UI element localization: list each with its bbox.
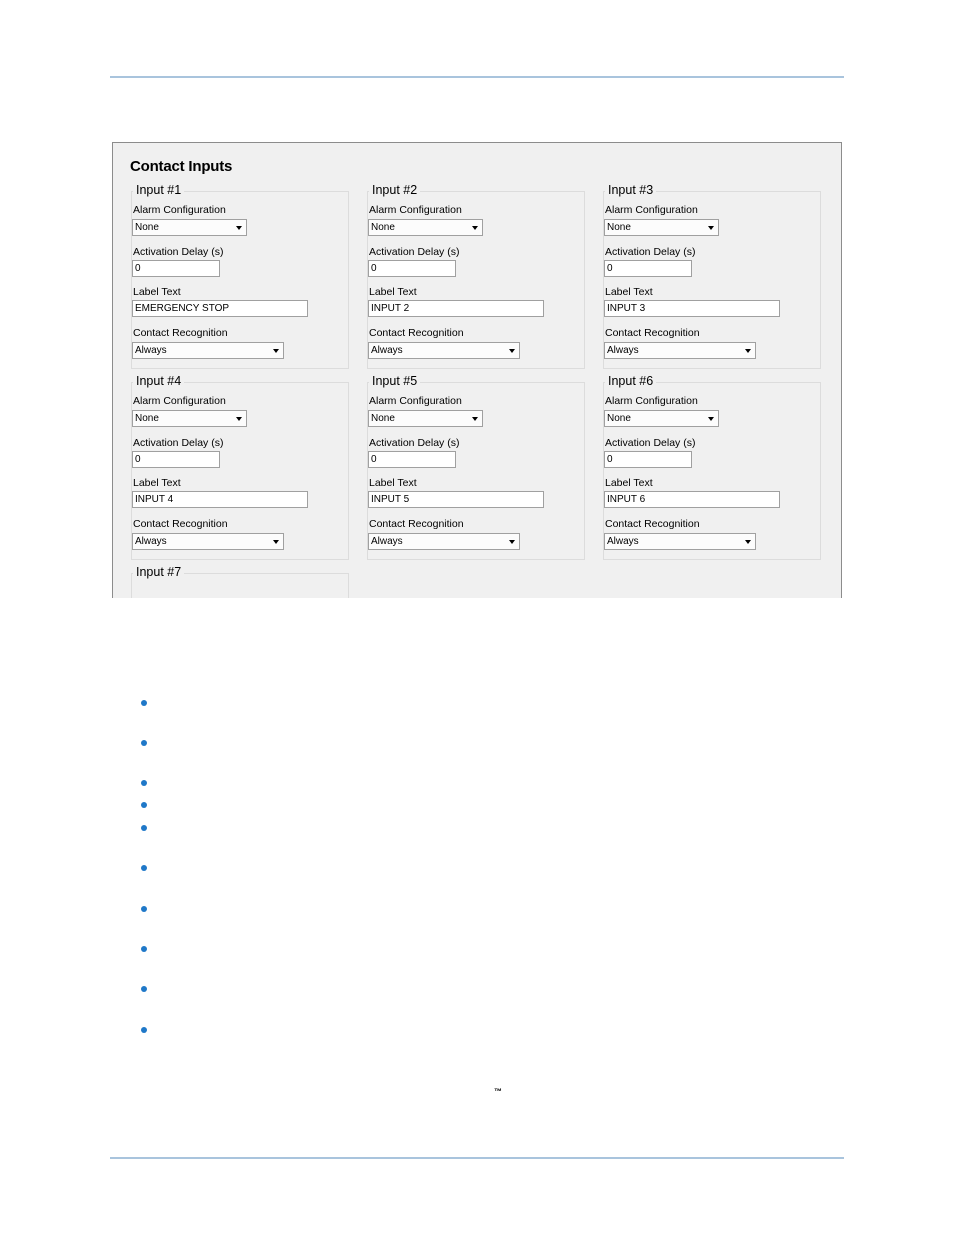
contact-recognition-label: Contact Recognition [369,327,464,339]
label-text-label: Label Text [605,286,653,298]
label-text-input[interactable]: INPUT 5 [368,491,544,508]
input-group-7 [131,565,349,598]
contact-recognition-select[interactable]: Always [132,533,284,550]
bullet-icon [141,1027,147,1033]
input-group-1 [131,183,349,369]
label-text-label: Label Text [369,286,417,298]
chevron-down-icon [236,417,242,421]
chevron-down-icon [509,349,515,353]
input-group-title: Input #5 [369,374,420,388]
bullet-icon [141,906,147,912]
contact-recognition-label: Contact Recognition [605,327,700,339]
footer-rule [110,1157,844,1159]
input-group-2 [367,183,585,369]
bullet-icon [141,946,147,952]
input-group-title: Input #6 [605,374,656,388]
input-group-3 [603,183,821,369]
contact-recognition-label: Contact Recognition [133,327,228,339]
panel-title: Contact Inputs [130,158,233,175]
alarm-configuration-label: Alarm Configuration [369,395,462,407]
input-group-title: Input #2 [369,183,420,197]
bullet-icon [141,740,147,746]
label-text-label: Label Text [133,286,181,298]
bullet-icon [141,865,147,871]
bullet-icon [141,700,147,706]
label-text-input[interactable]: INPUT 3 [604,300,780,317]
alarm-configuration-label: Alarm Configuration [605,204,698,216]
contact-recognition-select[interactable]: Always [368,533,520,550]
chevron-down-icon [472,417,478,421]
contact-recognition-select[interactable]: Always [368,342,520,359]
bullet-icon [141,802,147,808]
alarm-configuration-label: Alarm Configuration [133,395,226,407]
bullet-icon [141,825,147,831]
label-text-label: Label Text [133,477,181,489]
label-text-input[interactable]: INPUT 4 [132,491,308,508]
bullet-icon [141,986,147,992]
activation-delay-label: Activation Delay (s) [605,246,696,258]
alarm-configuration-select[interactable]: None [368,219,483,236]
label-text-input[interactable]: INPUT 2 [368,300,544,317]
alarm-configuration-select[interactable]: None [132,219,247,236]
activation-delay-input[interactable]: 0 [368,260,456,277]
label-text-input[interactable]: EMERGENCY STOP [132,300,308,317]
alarm-configuration-select[interactable]: None [132,410,247,427]
alarm-configuration-label: Alarm Configuration [369,204,462,216]
trademark-symbol: ™ [494,1087,502,1096]
bullet-icon [141,780,147,786]
alarm-configuration-label: Alarm Configuration [605,395,698,407]
alarm-configuration-select[interactable]: None [604,219,719,236]
contact-recognition-label: Contact Recognition [369,518,464,530]
input-group-title: Input #3 [605,183,656,197]
input-group-6 [603,374,821,560]
contact-recognition-label: Contact Recognition [605,518,700,530]
activation-delay-input[interactable]: 0 [132,451,220,468]
input-group-title: Input #4 [133,374,184,388]
chevron-down-icon [745,540,751,544]
contact-inputs-screenshot [112,142,842,598]
label-text-input[interactable]: INPUT 6 [604,491,780,508]
chevron-down-icon [236,226,242,230]
chevron-down-icon [273,349,279,353]
contact-recognition-select[interactable]: Always [132,342,284,359]
chevron-down-icon [509,540,515,544]
contact-recognition-label: Contact Recognition [133,518,228,530]
alarm-configuration-select[interactable]: None [604,410,719,427]
input-group-title: Input #1 [133,183,184,197]
contact-recognition-select[interactable]: Always [604,533,756,550]
activation-delay-label: Activation Delay (s) [605,437,696,449]
input-group-5 [367,374,585,560]
label-text-label: Label Text [605,477,653,489]
alarm-configuration-select[interactable]: None [368,410,483,427]
input-group-4 [131,374,349,560]
chevron-down-icon [708,226,714,230]
contact-recognition-select[interactable]: Always [604,342,756,359]
activation-delay-input[interactable]: 0 [604,451,692,468]
chevron-down-icon [273,540,279,544]
activation-delay-label: Activation Delay (s) [133,246,224,258]
alarm-configuration-label: Alarm Configuration [133,204,226,216]
chevron-down-icon [745,349,751,353]
label-text-label: Label Text [369,477,417,489]
chevron-down-icon [472,226,478,230]
activation-delay-input[interactable]: 0 [368,451,456,468]
activation-delay-label: Activation Delay (s) [133,437,224,449]
header-rule [110,76,844,78]
input-group-title: Input #7 [133,565,184,579]
activation-delay-label: Activation Delay (s) [369,437,460,449]
chevron-down-icon [708,417,714,421]
activation-delay-input[interactable]: 0 [132,260,220,277]
activation-delay-input[interactable]: 0 [604,260,692,277]
activation-delay-label: Activation Delay (s) [369,246,460,258]
